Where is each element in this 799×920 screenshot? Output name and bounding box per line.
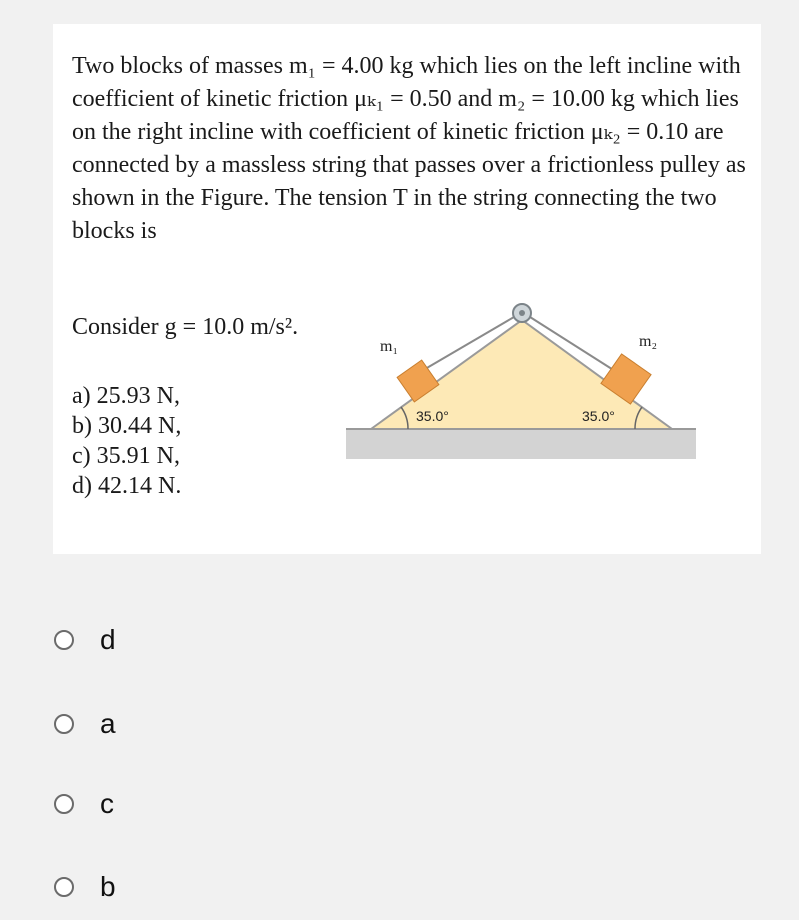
answer-list xyxy=(72,381,181,501)
question-card xyxy=(53,24,761,554)
left-angle-label: 35.0° xyxy=(416,408,449,424)
option-label: d xyxy=(100,624,116,655)
m1-label: m₁ xyxy=(380,338,399,355)
option-a[interactable] xyxy=(54,702,254,746)
m2-label: m₂ xyxy=(639,333,658,350)
option-c[interactable] xyxy=(54,782,254,826)
option-label: a xyxy=(100,708,116,739)
radio-circle-icon[interactable] xyxy=(54,794,74,814)
question-text: Two blocks of masses m₁ = 4.00 kg which lies on the left incline with coefficient of kinetic friction μₖ₁ = 0.50 and m₂ = 10.00 kg which lies on the right incline with coefficient of kinetic friction μₖ₂ = 0.10 are connected by a massless string that passes over a frictionless pulley as shown in the Figure. The tension T in the string connecting the two blocks is xyxy=(72,53,746,244)
option-label: b xyxy=(100,871,116,902)
answer-a: a) 25.93 N, xyxy=(72,383,180,409)
answer-c: c) 35.91 N, xyxy=(72,443,180,469)
answer-b: b) 30.44 N, xyxy=(72,413,182,439)
answer-d: d) 42.14 N. xyxy=(72,473,182,499)
radio-circle-icon[interactable] xyxy=(54,630,74,650)
incline-pulley-figure xyxy=(346,294,706,494)
pulley-axle xyxy=(519,310,525,316)
right-angle-label: 35.0° xyxy=(582,408,615,424)
gravity-note: Consider g = 10.0 m/s². xyxy=(72,314,299,340)
option-label: c xyxy=(100,788,114,819)
radio-circle-icon[interactable] xyxy=(54,714,74,734)
ground xyxy=(346,429,696,459)
option-b[interactable] xyxy=(54,865,254,909)
option-d[interactable] xyxy=(54,618,254,662)
radio-circle-icon[interactable] xyxy=(54,877,74,897)
